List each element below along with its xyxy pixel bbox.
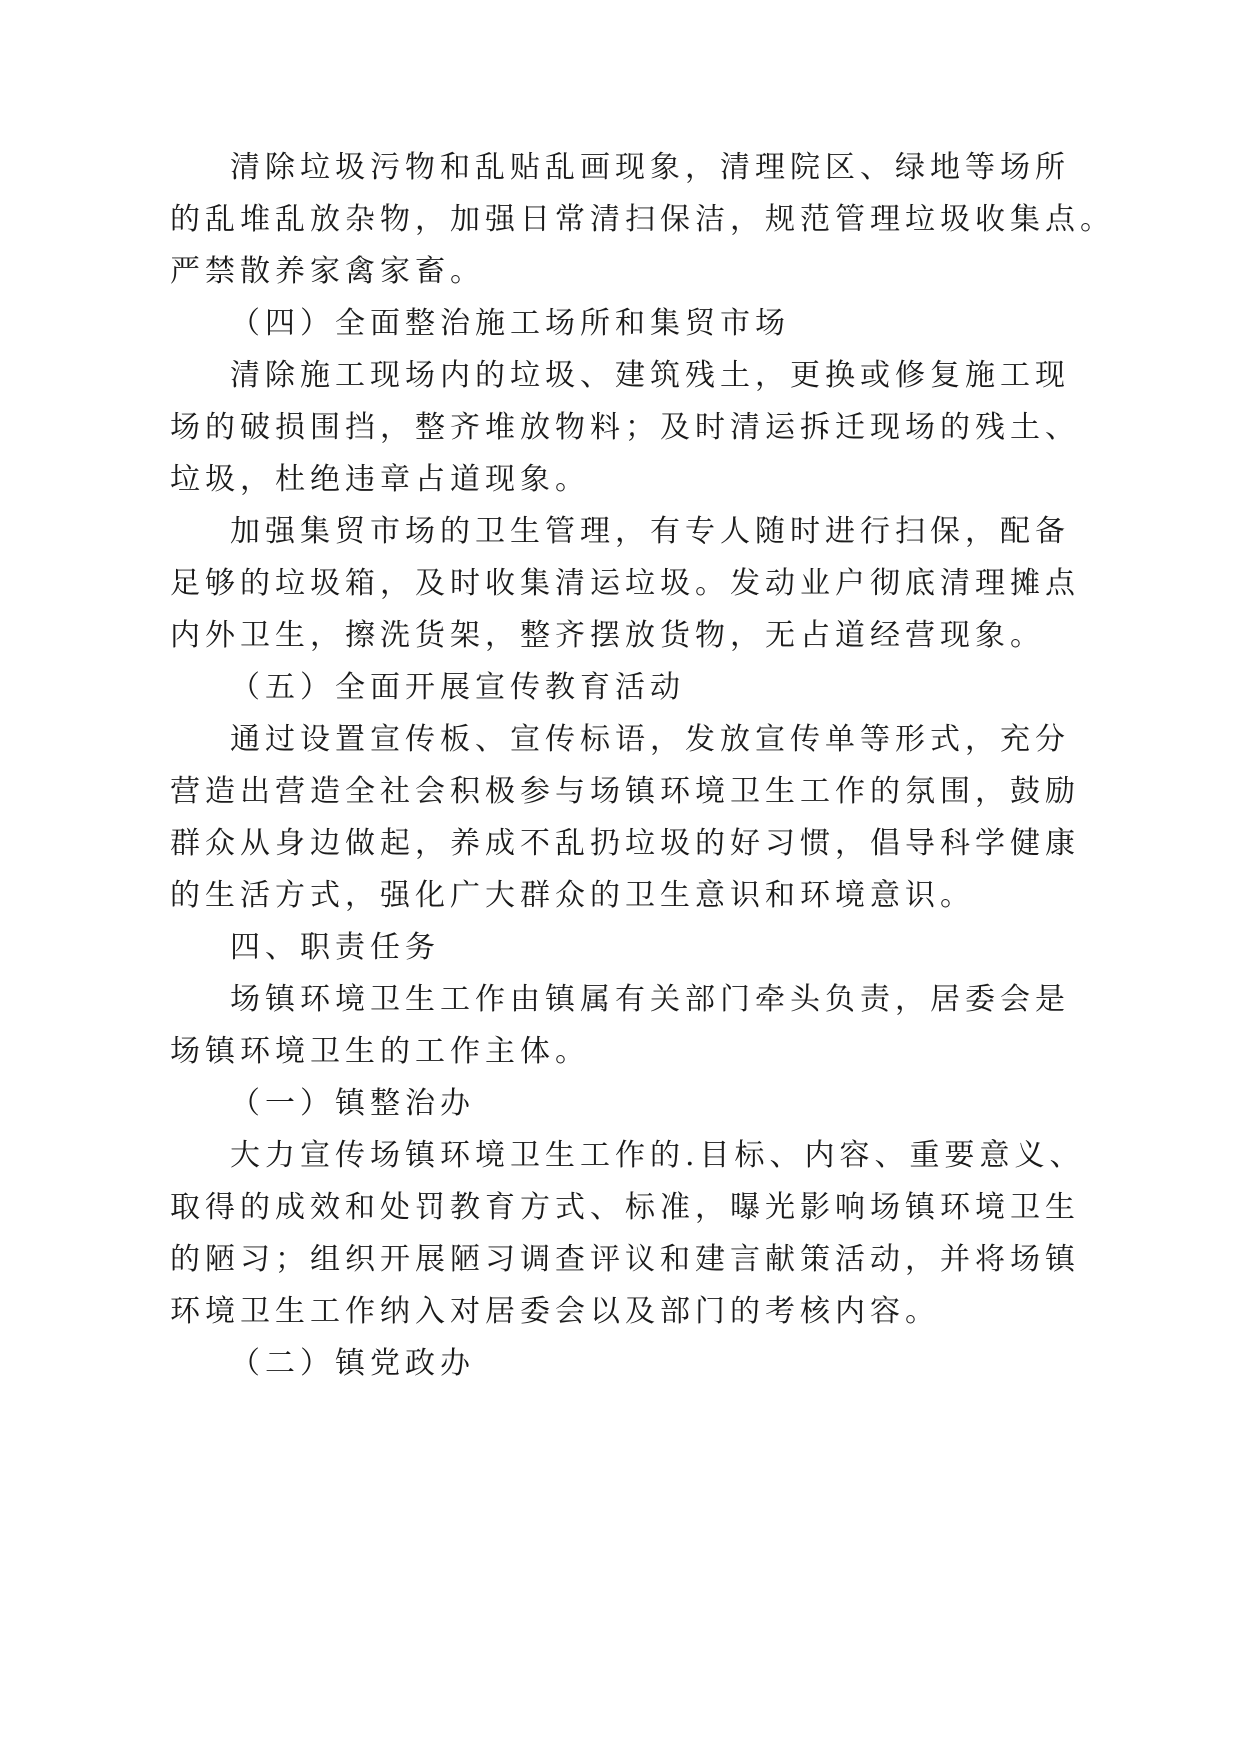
- body-line: 场镇环境卫生的工作主体。: [170, 1034, 590, 1069]
- body-line: 足够的垃圾箱，及时收集清运垃圾。发动业户彻底清理摊点: [170, 566, 1080, 601]
- body-line: 严禁散养家禽家畜。: [170, 254, 485, 289]
- section-heading: （五）全面开展宣传教育活动: [230, 670, 685, 705]
- body-line: 环境卫生工作纳入对居委会以及部门的考核内容。: [170, 1294, 940, 1329]
- body-line: 营造出营造全社会积极参与场镇环境卫生工作的氛围，鼓励: [170, 774, 1080, 809]
- body-line: 的陋习；组织开展陋习调查评议和建言献策活动，并将场镇: [170, 1242, 1080, 1277]
- body-line: 通过设置宣传板、宣传标语，发放宣传单等形式，充分: [230, 722, 1070, 757]
- section-heading: （四）全面整治施工场所和集贸市场: [230, 306, 790, 341]
- section-heading: （二）镇党政办: [230, 1346, 475, 1381]
- body-line: 取得的成效和处罚教育方式、标准，曝光影响场镇环境卫生: [170, 1190, 1080, 1225]
- section-heading: （一）镇整治办: [230, 1086, 475, 1121]
- body-line: 垃圾，杜绝违章占道现象。: [170, 462, 590, 497]
- body-line: 场镇环境卫生工作由镇属有关部门牵头负责，居委会是: [230, 982, 1070, 1017]
- body-line: 加强集贸市场的卫生管理，有专人随时进行扫保，配备: [230, 514, 1070, 549]
- body-line: 内外卫生，擦洗货架，整齐摆放货物，无占道经营现象。: [170, 618, 1045, 653]
- body-line: 群众从身边做起，养成不乱扔垃圾的好习惯，倡导科学健康: [170, 826, 1080, 861]
- body-line: 清除垃圾污物和乱贴乱画现象，清理院区、绿地等场所: [230, 150, 1070, 185]
- body-line: 的生活方式，强化广大群众的卫生意识和环境意识。: [170, 878, 975, 913]
- section-heading: 四、职责任务: [230, 930, 440, 965]
- body-line: 清除施工现场内的垃圾、建筑残土，更换或修复施工现: [230, 358, 1070, 393]
- body-line: 场的破损围挡，整齐堆放物料；及时清运拆迁现场的残土、: [170, 410, 1080, 445]
- body-line: 的乱堆乱放杂物，加强日常清扫保洁，规范管理垃圾收集点。: [170, 202, 1115, 237]
- body-line: 大力宣传场镇环境卫生工作的.目标、内容、重要意义、: [230, 1138, 1085, 1173]
